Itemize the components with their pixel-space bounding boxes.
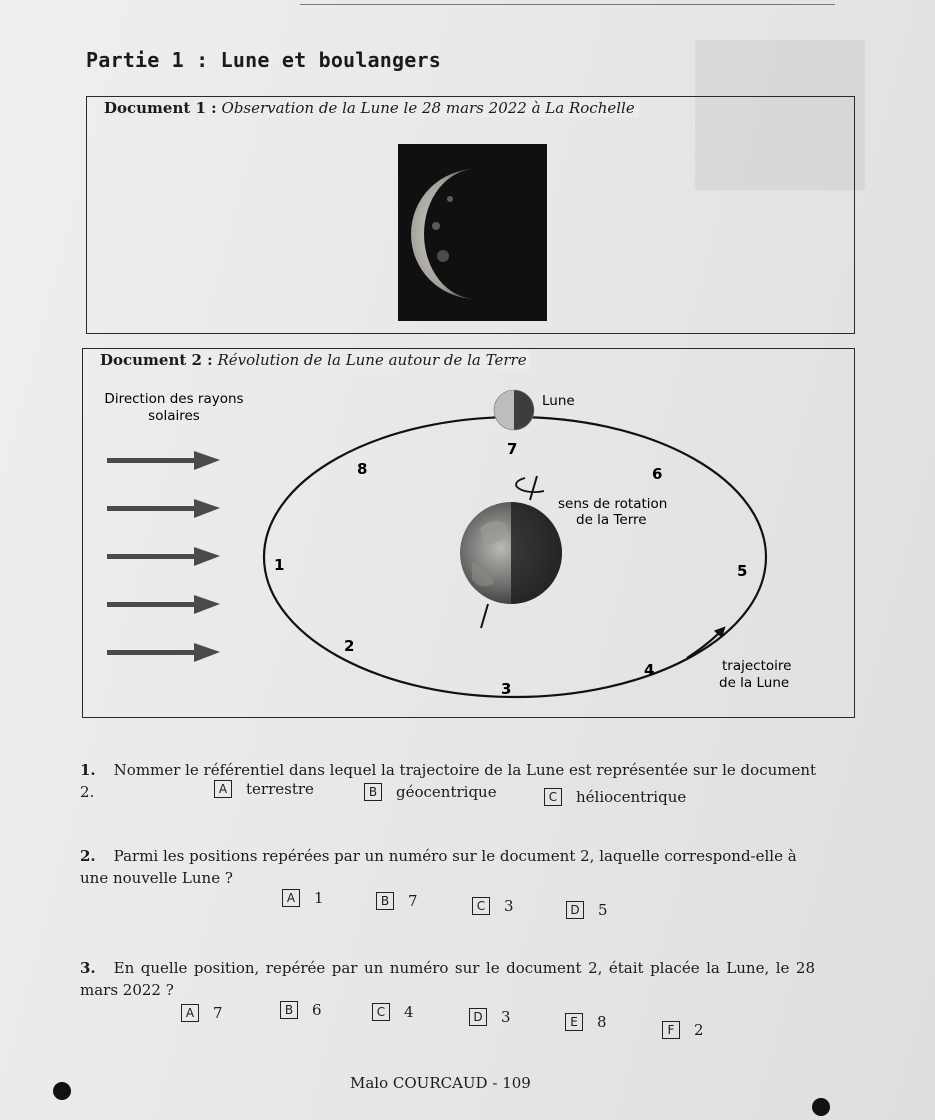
- binder-hole-left: [53, 1082, 71, 1100]
- option-text: 5: [598, 901, 608, 919]
- question-3-number: 3.: [80, 959, 96, 977]
- position-number: 3: [501, 680, 512, 698]
- sun-ray-arrow: [107, 595, 220, 614]
- position-number: 1: [274, 556, 285, 574]
- question-3: [80, 957, 815, 1001]
- option-text: 6: [312, 1001, 322, 1019]
- sun-rays-label-line2: solaires: [148, 408, 200, 424]
- rotation-label-line1: sens de rotation: [558, 496, 668, 512]
- option-text: 2: [694, 1021, 704, 1039]
- option-box[interactable]: D: [566, 901, 584, 919]
- question-3-option-e[interactable]: [565, 1013, 607, 1031]
- option-text: 3: [501, 1008, 511, 1026]
- option-box[interactable]: F: [662, 1021, 680, 1039]
- sun-ray-arrow: [107, 547, 220, 566]
- position-number: 8: [357, 460, 368, 478]
- option-box[interactable]: A: [282, 889, 300, 907]
- option-text: 7: [408, 892, 418, 910]
- option-text: 1: [314, 889, 324, 907]
- rotation-arrow-icon: [516, 478, 544, 492]
- option-text: héliocentrique: [576, 788, 687, 806]
- document-1-heading: [100, 99, 639, 117]
- question-1-option-b[interactable]: [364, 783, 497, 801]
- option-text: géocentrique: [396, 783, 497, 801]
- option-text: 7: [213, 1004, 223, 1022]
- option-box[interactable]: E: [565, 1013, 583, 1031]
- option-box[interactable]: B: [376, 892, 394, 910]
- earth-icon: [460, 502, 562, 604]
- sun-ray-arrow: [107, 643, 220, 662]
- part-title: Partie 1 : Lune et boulangers: [86, 48, 441, 72]
- question-2-number: 2.: [80, 847, 96, 865]
- question-2: [80, 845, 820, 889]
- document-1-label: Document 1 :: [104, 99, 217, 117]
- footer-author: Malo COURCAUD - 109: [350, 1074, 531, 1092]
- option-box[interactable]: A: [181, 1004, 199, 1022]
- document-2-caption: Révolution de la Lune autour de la Terre: [217, 351, 527, 369]
- position-number: 2: [344, 637, 355, 655]
- moon-orbit-diagram: [82, 348, 853, 716]
- question-1-option-c[interactable]: [544, 788, 686, 806]
- option-box[interactable]: C: [372, 1003, 390, 1021]
- earth-axis-top: [530, 476, 537, 500]
- trajectory-label-line2: de la Lune: [719, 675, 790, 691]
- option-text: 3: [504, 897, 514, 915]
- orbit-direction-arrow: [687, 628, 724, 658]
- question-3-option-a[interactable]: [181, 1004, 223, 1022]
- question-2-text: Parmi les positions repérées par un numéro sur le document 2, laquelle correspond-elle à une nouvelle Lune ?: [80, 847, 797, 887]
- option-box[interactable]: A: [214, 780, 232, 798]
- moon-crescent-photo: [398, 144, 547, 321]
- document-2-label: Document 2 :: [100, 351, 213, 369]
- question-2-option-c[interactable]: [472, 897, 514, 915]
- earth-axis-bottom: [481, 604, 488, 628]
- question-3-option-b[interactable]: [280, 1001, 322, 1019]
- sun-ray-arrows: [107, 451, 220, 662]
- question-3-option-f[interactable]: [662, 1021, 704, 1039]
- question-3-option-c[interactable]: [372, 1003, 414, 1021]
- question-2-option-b[interactable]: [376, 892, 418, 910]
- question-3-option-d[interactable]: [469, 1008, 511, 1026]
- moon-label: Lune: [542, 393, 575, 409]
- sun-ray-arrow: [107, 499, 220, 518]
- option-box[interactable]: B: [280, 1001, 298, 1019]
- option-box[interactable]: D: [469, 1008, 487, 1026]
- sun-ray-arrow: [107, 451, 220, 470]
- question-2-option-a[interactable]: [282, 889, 324, 907]
- trajectory-label-line1: trajectoire: [722, 658, 792, 674]
- binder-hole-right: [812, 1098, 830, 1116]
- option-box[interactable]: B: [364, 783, 382, 801]
- question-1-number: 1.: [80, 761, 96, 779]
- question-1-text: Nommer le référentiel dans lequel la trajectoire de la Lune est représentée sur le document 2.: [80, 761, 817, 801]
- position-number: 5: [737, 562, 748, 580]
- moon-icon: [494, 390, 534, 430]
- question-2-option-d[interactable]: [566, 901, 608, 919]
- question-1-option-a[interactable]: [214, 780, 314, 798]
- position-number: 4: [644, 661, 655, 679]
- position-number: 7: [507, 440, 518, 458]
- rotation-label-line2: de la Terre: [576, 512, 647, 528]
- sun-rays-label-line1: Direction des rayons: [104, 391, 244, 407]
- option-text: 8: [597, 1013, 607, 1031]
- top-rule: [300, 4, 835, 5]
- position-number: 6: [652, 465, 663, 483]
- option-text: 4: [404, 1003, 414, 1021]
- question-3-text: En quelle position, repérée par un numéro sur le document 2, était placée la Lune, le 28 mars 2022 ?: [80, 959, 815, 999]
- option-box[interactable]: C: [544, 788, 562, 806]
- option-text: terrestre: [246, 780, 314, 798]
- option-box[interactable]: C: [472, 897, 490, 915]
- document-1-caption: Observation de la Lune le 28 mars 2022 à La Rochelle: [221, 99, 635, 117]
